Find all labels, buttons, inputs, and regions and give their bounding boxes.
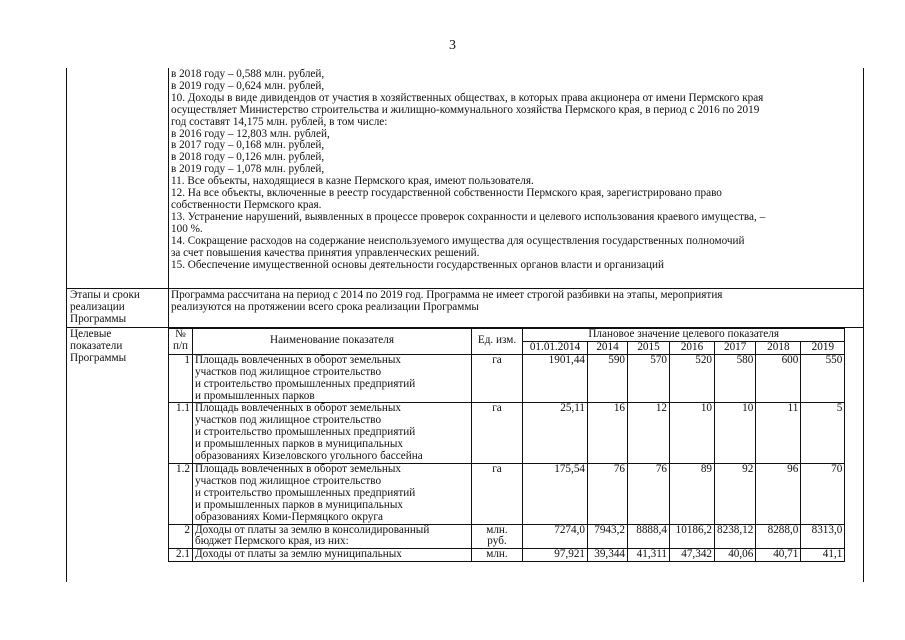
value-cell: 10 [670,403,715,464]
text-line: в 2018 году – 0,588 млн. рублей, [171,68,325,80]
year-header: 2019 [801,341,845,354]
value-cell: 8288,0 [756,524,801,549]
passport-table [66,68,864,582]
year-header: 2017 [715,341,756,354]
text-line: 11. Все объекты, находящиеся в казне Пермского края, имеют пользователя. [171,175,534,188]
label-line: Целевые [70,328,112,340]
text-line: 12. На все объекты, включенные в реестр государственной собственности Пермского края, зарегистрировано право [171,187,722,200]
year-header: 2014 [588,341,628,354]
row-number: 1.2 [169,463,193,524]
value-cell: 40,71 [756,549,801,562]
value-cell: 10 [715,403,756,464]
name-line: и промышленных парков [195,389,315,402]
indicator-name [193,403,472,464]
name-line: Доходы от платы за землю в консолидированный [195,524,430,536]
value-cell: 8313,0 [801,524,845,549]
unit-line: руб. [487,535,507,548]
stages-section [67,289,863,328]
name-line: и строительство промышленных предприятий [195,486,416,499]
name-line: Площадь вовлеченных в оборот земельных [195,463,402,475]
unit-header: Ед. изм. [472,329,523,355]
value-cell: 89 [670,463,715,524]
value-cell: 96 [756,463,801,524]
table-row [169,463,845,524]
value-cell: 7943,2 [588,524,628,549]
unit-line: млн. [486,548,508,561]
name-line: участков под жилищное строительство [195,365,382,378]
stages-text [171,290,859,314]
page-number: 3 [449,38,456,53]
name-line: бюджет Пермского края, из них: [195,535,349,548]
value-cell: 39,344 [588,549,628,562]
name-line: Площадь вовлеченных в оборот земельных [195,354,402,366]
text-line: в 2018 году – 0,126 млн. рублей, [171,151,325,164]
indicator-name [193,524,472,549]
value-cell: 25,11 [523,403,588,464]
value-cell: 10186,2 [670,524,715,549]
name-line: участков под жилищное строительство [195,414,382,427]
text-line: собственности Пермского края. [171,198,322,211]
name-line: Площадь вовлеченных в оборот земельных [195,402,402,415]
num-header: № п/п [169,329,193,355]
name-line: участков под жилищное строительство [195,474,382,487]
row-number: 1 [169,354,193,403]
column-divider [168,289,169,327]
text-line: год составят 14,175 млн. рублей, в том числе: [171,115,388,128]
year-header: 2015 [628,341,670,354]
value-cell: 41,311 [628,549,670,562]
label-line: Программы [70,312,127,325]
label-line: Программы [70,351,127,364]
value-cell: 12 [628,403,670,464]
table-row [169,549,845,562]
unit-cell [472,403,523,464]
label-line: показатели [70,339,123,352]
value-cell: 41,1 [801,549,845,562]
table-row [169,403,845,464]
measures-results-section [67,68,863,289]
unit-cell [472,354,523,403]
text-line: 13. Устранение нарушений, выявленных в процессе проверок сохранности и целевого использования краевого имущества, – [171,210,766,223]
value-cell: 570 [628,354,670,403]
year-header: 2018 [756,341,801,354]
value-cell: 8888,4 [628,524,670,549]
expected-results-text [171,69,859,271]
value-cell: 76 [628,463,670,524]
name-line: и строительство промышленных предприятий [195,426,416,439]
text-line: 10. Доходы в виде дивидендов от участия в хозяйственных обществах, в которых права акционера от имени Пермского края [171,91,764,104]
label-line: реализации [70,300,125,313]
text-line: в 2019 году – 1,078 млн. рублей, [171,163,325,176]
text-line: осуществляет Министерство строительства и жилищно-коммунального хозяйства Пермского края, в период с 2016 по 2019 [171,103,760,116]
text-line: 100 %. [171,222,203,235]
text-line: в 2017 году – 0,168 млн. рублей, [171,139,325,152]
value-cell: 5 [801,403,845,464]
row-number: 1.1 [169,403,193,464]
name-header: Наименование показателя [193,329,472,355]
text-line: за счет повышения качества принятия управленческих решений. [171,246,480,259]
row-number: 2.1 [169,549,193,562]
text-line: в 2016 году – 12,803 млн. рублей, [171,127,330,140]
year-header: 2016 [670,341,715,354]
unit-cell [472,524,523,549]
value-cell: 1901,44 [523,354,588,403]
value-cell: 550 [801,354,845,403]
table-row [169,354,845,403]
name-line: образованиях Коми-Пермяцкого округа [195,510,383,523]
name-line: и промышленных парков в муниципальных [195,438,404,451]
indicator-name [193,549,472,562]
name-line: и промышленных парков в муниципальных [195,498,404,511]
unit-cell [472,463,523,524]
row-number: 2 [169,524,193,549]
value-cell: 11 [756,403,801,464]
text-line: 15. Обеспечение имущественной основы деятельности государственных органов власти и организаций [171,258,665,271]
value-cell: 600 [756,354,801,403]
unit-cell [472,549,523,562]
name-line: Доходы от платы за землю муниципальных [195,548,402,561]
column-divider [168,68,169,288]
value-cell: 76 [588,463,628,524]
indicator-name [193,463,472,524]
value-cell: 580 [715,354,756,403]
targets-label [70,329,166,365]
value-cell: 8238,12 [715,524,756,549]
text-line: в 2019 году – 0,624 млн. рублей, [171,79,325,92]
name-line: образованиях Кизеловского угольного бассейна [195,450,423,463]
value-cell: 16 [588,403,628,464]
text-line: Программа рассчитана на период с 2014 по 2019 год. Программа не имеет строгой разбивки на этапы, мероприятия [171,289,723,301]
value-cell: 520 [670,354,715,403]
plan-header: Плановое значение целевого показателя [523,329,845,342]
value-cell: 97,921 [523,549,588,562]
label-line: Этапы и сроки [70,289,140,301]
value-cell: 590 [588,354,628,403]
text-line: 14. Сокращение расходов на содержание неиспользуемого имущества для осуществления государственных полномочий [171,234,745,247]
value-cell: 70 [801,463,845,524]
indicators-table [168,328,845,562]
unit-line: млн. [486,524,508,536]
targets-section [67,328,863,582]
table-row [169,524,845,549]
unit-line: га [492,354,502,366]
value-cell: 47,342 [670,549,715,562]
value-cell: 92 [715,463,756,524]
value-cell: 40,06 [715,549,756,562]
stages-label [70,290,166,326]
indicator-name [193,354,472,403]
text-line: реализуются на протяжении всего срока реализации Программы [171,300,479,313]
unit-line: га [492,402,502,415]
name-line: и строительство промышленных предприятий [195,377,416,390]
year-header: 01.01.2014 [523,341,588,354]
value-cell: 7274,0 [523,524,588,549]
unit-line: га [492,463,502,475]
value-cell: 175,54 [523,463,588,524]
